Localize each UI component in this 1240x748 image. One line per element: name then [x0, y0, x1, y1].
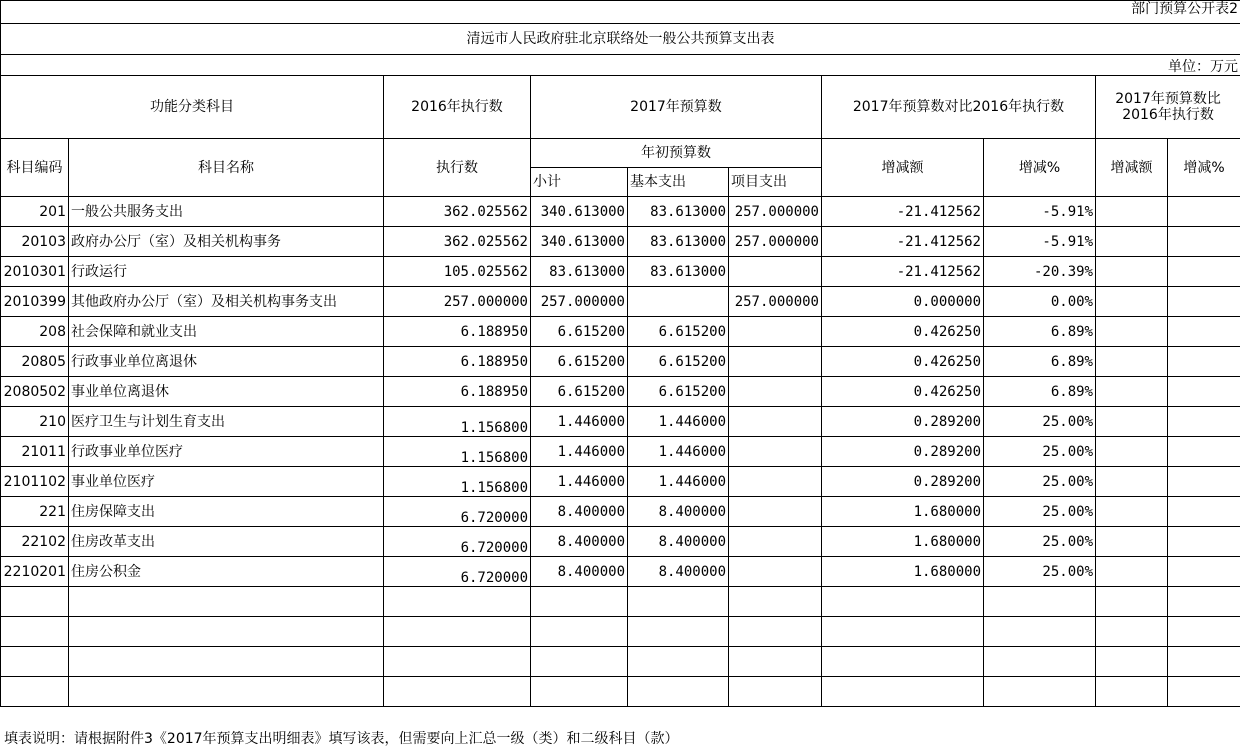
empty-cell — [69, 677, 384, 707]
row-diff-2 — [1096, 347, 1168, 377]
row-pct: 6.89% — [984, 317, 1096, 347]
row-subtotal: 6.615200 — [531, 317, 628, 347]
empty-cell — [531, 587, 628, 617]
header-basic: 基本支出 — [628, 168, 729, 197]
row-subtotal: 6.615200 — [531, 377, 628, 407]
row-diff-2 — [1096, 437, 1168, 467]
row-exec: 1.156800 — [384, 407, 531, 437]
row-exec: 362.025562 — [384, 227, 531, 257]
row-subtotal: 8.400000 — [531, 527, 628, 557]
row-diff: 0.289200 — [822, 407, 984, 437]
empty-cell — [822, 647, 984, 677]
row-pct: 25.00% — [984, 497, 1096, 527]
row-subtotal: 1.446000 — [531, 407, 628, 437]
row-code: 221 — [1, 497, 69, 527]
table-row — [1, 227, 1240, 257]
row-code: 20805 — [1, 347, 69, 377]
row-project — [729, 407, 822, 437]
empty-cell — [1096, 677, 1168, 707]
row-diff-2 — [1096, 227, 1168, 257]
row-name: 住房改革支出 — [69, 527, 384, 557]
table-row — [1, 257, 1240, 287]
row-diff: 0.426250 — [822, 377, 984, 407]
row-pct-2 — [1168, 437, 1240, 467]
row-name: 其他政府办公厅（室）及相关机构事务支出 — [69, 287, 384, 317]
row-pct: -20.39% — [984, 257, 1096, 287]
row-subtotal: 1.446000 — [531, 467, 628, 497]
row-diff-2 — [1096, 527, 1168, 557]
row-subtotal: 83.613000 — [531, 257, 628, 287]
empty-cell — [1168, 647, 1240, 677]
row-name: 事业单位医疗 — [69, 467, 384, 497]
row-diff: -21.412562 — [822, 197, 984, 227]
table-row — [1, 287, 1240, 317]
row-project: 257.000000 — [729, 197, 822, 227]
row-name: 行政事业单位离退休 — [69, 347, 384, 377]
table-row — [1, 197, 1240, 227]
row-project — [729, 527, 822, 557]
row-pct-2 — [1168, 347, 1240, 377]
table-row — [1, 317, 1240, 347]
empty-cell — [531, 617, 628, 647]
row-exec: 6.720000 — [384, 527, 531, 557]
row-project — [729, 377, 822, 407]
empty-cell — [628, 617, 729, 647]
row-subtotal: 340.613000 — [531, 197, 628, 227]
row-code: 21011 — [1, 437, 69, 467]
empty-cell — [69, 587, 384, 617]
row-subtotal: 8.400000 — [531, 497, 628, 527]
row-basic: 83.613000 — [628, 257, 729, 287]
header-diff: 增减额 — [822, 139, 984, 197]
table-row — [1, 407, 1240, 437]
row-subtotal: 340.613000 — [531, 227, 628, 257]
row-diff-2 — [1096, 377, 1168, 407]
empty-cell — [1, 617, 69, 647]
row-pct-2 — [1168, 257, 1240, 287]
row-basic: 8.400000 — [628, 527, 729, 557]
header-exec-2016: 2016年执行数 — [384, 76, 531, 139]
row-project — [729, 257, 822, 287]
row-pct-2 — [1168, 467, 1240, 497]
row-diff-2 — [1096, 407, 1168, 437]
row-diff: -21.412562 — [822, 227, 984, 257]
empty-cell — [628, 647, 729, 677]
row-diff: 0.426250 — [822, 317, 984, 347]
row-project — [729, 317, 822, 347]
row-name: 社会保障和就业支出 — [69, 317, 384, 347]
page-title: 清远市人民政府驻北京联络处一般公共预算支出表 — [1, 24, 1240, 55]
empty-cell — [822, 617, 984, 647]
row-diff: 0.289200 — [822, 437, 984, 467]
row-project — [729, 497, 822, 527]
row-name: 住房公积金 — [69, 557, 384, 587]
row-diff: -21.412562 — [822, 257, 984, 287]
header-budget-2017: 2017年预算数 — [531, 76, 822, 139]
row-exec: 6.188950 — [384, 317, 531, 347]
empty-cell — [729, 617, 822, 647]
row-pct: 25.00% — [984, 437, 1096, 467]
row-code: 2010399 — [1, 287, 69, 317]
row-code: 22102 — [1, 527, 69, 557]
row-name: 行政运行 — [69, 257, 384, 287]
row-name: 一般公共服务支出 — [69, 197, 384, 227]
header-initial-budget: 年初预算数 — [531, 139, 822, 168]
row-pct-2 — [1168, 287, 1240, 317]
row-diff: 0.000000 — [822, 287, 984, 317]
row-pct-2 — [1168, 197, 1240, 227]
row-exec: 362.025562 — [384, 197, 531, 227]
row-diff-2 — [1096, 317, 1168, 347]
fill-note: 填表说明：请根据附件3《2017年预算支出明细表》填写该表，但需要向上汇总一级（类）和二级科目（款） — [4, 728, 679, 748]
row-basic: 1.446000 — [628, 407, 729, 437]
row-basic — [628, 287, 729, 317]
table-row — [1, 527, 1240, 557]
row-subtotal: 6.615200 — [531, 347, 628, 377]
row-pct: 0.00% — [984, 287, 1096, 317]
empty-row — [1, 617, 1240, 647]
row-subtotal: 1.446000 — [531, 437, 628, 467]
row-basic: 6.615200 — [628, 317, 729, 347]
row-pct-2 — [1168, 407, 1240, 437]
row-pct: 25.00% — [984, 407, 1096, 437]
row-code: 2101102 — [1, 467, 69, 497]
row-exec: 6.720000 — [384, 557, 531, 587]
empty-row — [1, 677, 1240, 707]
empty-cell — [822, 587, 984, 617]
empty-cell — [729, 647, 822, 677]
row-exec: 6.188950 — [384, 347, 531, 377]
row-subtotal: 257.000000 — [531, 287, 628, 317]
empty-cell — [1168, 587, 1240, 617]
row-pct-2 — [1168, 227, 1240, 257]
header-subtotal: 小计 — [531, 168, 628, 197]
table-row — [1, 377, 1240, 407]
empty-cell — [1, 677, 69, 707]
row-basic: 6.615200 — [628, 347, 729, 377]
empty-cell — [729, 587, 822, 617]
empty-cell — [984, 677, 1096, 707]
header-compare: 2017年预算数对比2016年执行数 — [822, 76, 1096, 139]
row-diff: 1.680000 — [822, 527, 984, 557]
row-pct: 6.89% — [984, 377, 1096, 407]
empty-cell — [384, 647, 531, 677]
row-pct: 25.00% — [984, 527, 1096, 557]
header-compare-2: 2017年预算数比2016年执行数 — [1096, 76, 1240, 139]
empty-cell — [384, 617, 531, 647]
row-basic: 1.446000 — [628, 467, 729, 497]
row-diff-2 — [1096, 257, 1168, 287]
row-project: 257.000000 — [729, 287, 822, 317]
row-diff: 0.426250 — [822, 347, 984, 377]
header-code: 科目编码 — [1, 139, 69, 197]
row-pct-2 — [1168, 527, 1240, 557]
empty-cell — [628, 677, 729, 707]
row-code: 2010301 — [1, 257, 69, 287]
empty-cell — [1, 587, 69, 617]
doc-label: 部门预算公开表2 — [1, 1, 1240, 24]
row-pct-2 — [1168, 377, 1240, 407]
row-code: 210 — [1, 407, 69, 437]
empty-cell — [69, 617, 384, 647]
empty-cell — [384, 587, 531, 617]
empty-cell — [531, 677, 628, 707]
row-code: 208 — [1, 317, 69, 347]
table-row — [1, 557, 1240, 587]
unit-label: 单位：万元 — [1, 55, 1240, 76]
row-diff-2 — [1096, 557, 1168, 587]
header-category: 功能分类科目 — [1, 76, 384, 139]
header-name: 科目名称 — [69, 139, 384, 197]
row-code: 2210201 — [1, 557, 69, 587]
row-diff: 0.289200 — [822, 467, 984, 497]
table-row — [1, 497, 1240, 527]
row-basic: 83.613000 — [628, 197, 729, 227]
row-pct-2 — [1168, 497, 1240, 527]
empty-cell — [984, 587, 1096, 617]
empty-cell — [69, 647, 384, 677]
row-pct: 25.00% — [984, 557, 1096, 587]
row-diff: 1.680000 — [822, 557, 984, 587]
row-name: 医疗卫生与计划生育支出 — [69, 407, 384, 437]
row-exec: 1.156800 — [384, 437, 531, 467]
row-diff: 1.680000 — [822, 497, 984, 527]
empty-cell — [822, 677, 984, 707]
row-pct: -5.91% — [984, 197, 1096, 227]
row-basic: 8.400000 — [628, 497, 729, 527]
empty-cell — [984, 647, 1096, 677]
table-row — [1, 467, 1240, 497]
row-diff-2 — [1096, 287, 1168, 317]
row-project: 257.000000 — [729, 227, 822, 257]
empty-cell — [1096, 617, 1168, 647]
row-diff-2 — [1096, 467, 1168, 497]
row-diff-2 — [1096, 197, 1168, 227]
header-pct: 增减% — [984, 139, 1096, 197]
row-basic: 1.446000 — [628, 437, 729, 467]
row-pct: 25.00% — [984, 467, 1096, 497]
row-project — [729, 347, 822, 377]
row-name: 政府办公厅（室）及相关机构事务 — [69, 227, 384, 257]
empty-cell — [384, 677, 531, 707]
row-exec: 257.000000 — [384, 287, 531, 317]
row-pct-2 — [1168, 557, 1240, 587]
row-basic: 83.613000 — [628, 227, 729, 257]
table-row — [1, 437, 1240, 467]
empty-cell — [1096, 647, 1168, 677]
row-subtotal: 8.400000 — [531, 557, 628, 587]
empty-cell — [531, 647, 628, 677]
empty-cell — [1096, 587, 1168, 617]
row-exec: 1.156800 — [384, 467, 531, 497]
row-exec: 6.720000 — [384, 497, 531, 527]
empty-cell — [1, 647, 69, 677]
row-exec: 105.025562 — [384, 257, 531, 287]
row-basic: 8.400000 — [628, 557, 729, 587]
row-basic: 6.615200 — [628, 377, 729, 407]
row-pct: -5.91% — [984, 227, 1096, 257]
header-exec: 执行数 — [384, 139, 531, 197]
row-code: 201 — [1, 197, 69, 227]
row-project — [729, 467, 822, 497]
table-row — [1, 347, 1240, 377]
row-code: 2080502 — [1, 377, 69, 407]
header-pct-2: 增减% — [1168, 139, 1240, 197]
row-name: 事业单位离退休 — [69, 377, 384, 407]
row-pct-2 — [1168, 317, 1240, 347]
row-project — [729, 557, 822, 587]
empty-cell — [729, 677, 822, 707]
row-name: 住房保障支出 — [69, 497, 384, 527]
empty-row — [1, 647, 1240, 677]
row-pct: 6.89% — [984, 347, 1096, 377]
empty-cell — [628, 587, 729, 617]
empty-cell — [984, 617, 1096, 647]
row-project — [729, 437, 822, 467]
empty-row — [1, 587, 1240, 617]
row-code: 20103 — [1, 227, 69, 257]
header-project: 项目支出 — [729, 168, 822, 197]
row-name: 行政事业单位医疗 — [69, 437, 384, 467]
empty-cell — [1168, 677, 1240, 707]
empty-cell — [1168, 617, 1240, 647]
row-diff-2 — [1096, 497, 1168, 527]
row-exec: 6.188950 — [384, 377, 531, 407]
header-diff-2: 增减额 — [1096, 139, 1168, 197]
